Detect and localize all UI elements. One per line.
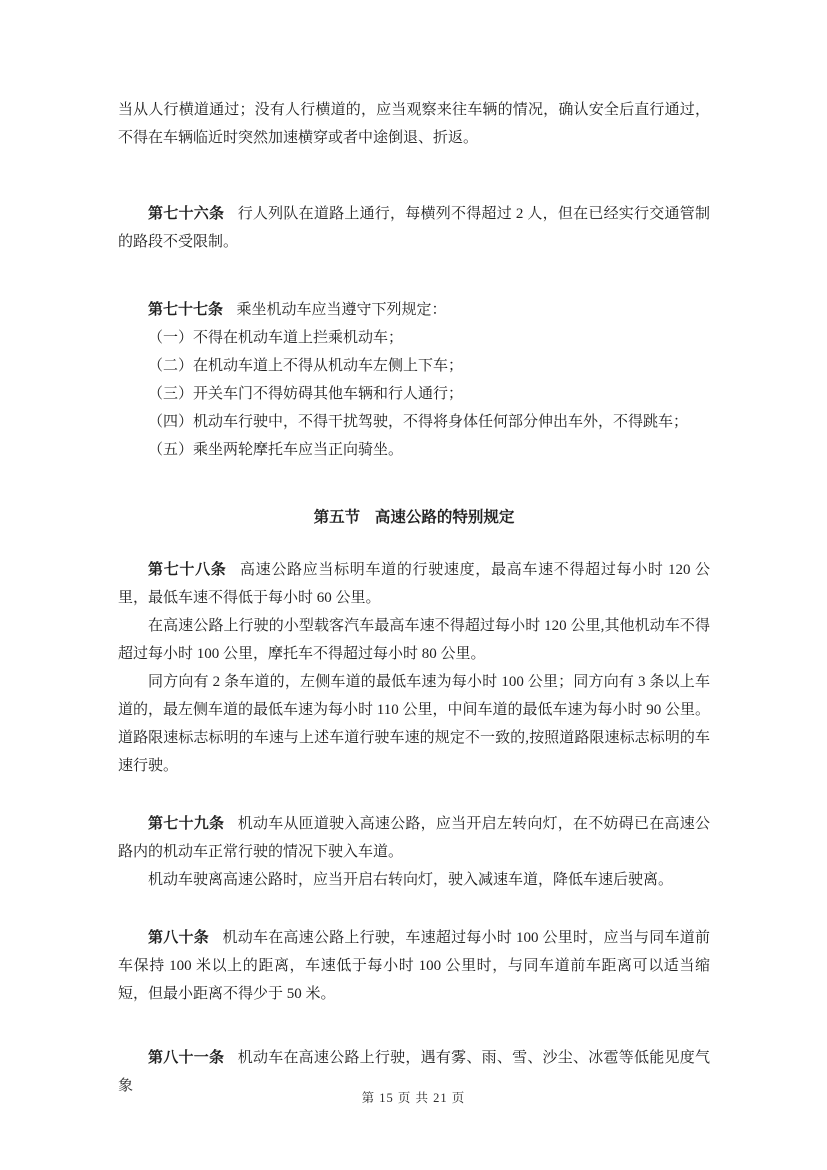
article-text: 行人列队在道路上通行，每横列不得超过 2 人，但在已经实行交通管制的路段不受限制。 (118, 206, 710, 250)
article-number: 第七十八条 (148, 562, 227, 578)
section-title: 高速公路的特别规定 (374, 509, 515, 526)
article-text: 机动车从匝道驶入高速公路，应当开启左转向灯，在不妨碍已在高速公路内的机动车正常行驶的情况下驶入车道。 (118, 816, 710, 860)
section-heading (118, 504, 710, 532)
article-number: 第七十九条 (148, 816, 225, 832)
list-item: （四）机动车行驶中，不得干扰驾驶，不得将身体任何部分伸出车外，不得跳车； (148, 414, 689, 430)
article-text: 机动车在高速公路上行驶，遇有雾、雨、雪、沙尘、冰雹等低能见度气象 (118, 1050, 710, 1094)
list-item: （五）乘坐两轮摩托车应当正向骑坐。 (148, 442, 404, 458)
article-text: 高速公路应当标明车道的行驶速度，最高车速不得超过每小时 120 公里，最低车速不得低于每小时 60 公里。 (118, 562, 710, 606)
article-paragraph-77 (118, 296, 710, 324)
numbered-list (118, 324, 710, 464)
article-text: 乘坐机动车应当遵守下列规定： (236, 302, 447, 318)
section-number: 第五节 (313, 509, 361, 526)
article-paragraph-76 (118, 200, 710, 256)
continuation-paragraph: 当从人行横道通过；没有人行横道的，应当观察来往车辆的情况，确认安全后直行通过，不得在车辆临近时突然加速横穿或者中途倒退、折返。 (118, 102, 710, 146)
article-number: 第七十六条 (148, 206, 225, 222)
body-paragraph: 同方向有 2 条车道的，左侧车道的最低车速为每小时 100 公里；同方向有 3 条以上车道的，最左侧车道的最低车速为每小时 110 公里，中间车道的最低车速为每小时 90 公里。道路限速标志标明的车速与上述车道行驶车速的规定不一致的,按照道路限速标志标明的车速行驶。 (118, 674, 710, 774)
article-text: 机动车在高速公路上行驶，车速超过每小时 100 公里时，应当与同车道前车保持 100 米以上的距离，车速低于每小时 100 公里时，与同车道前车距离可以适当缩短，但最小距离不得少于 50 米。 (118, 930, 710, 1002)
page-footer (0, 1090, 827, 1106)
page-number-text: 第 15 页 共 21 页 (361, 1091, 466, 1105)
list-item: （一）不得在机动车道上拦乘机动车； (148, 330, 404, 346)
body-paragraph: 在高速公路上行驶的小型载客汽车最高车速不得超过每小时 120 公里,其他机动车不得超过每小时 100 公里，摩托车不得超过每小时 80 公里。 (118, 618, 710, 662)
article-number: 第八十条 (148, 930, 209, 946)
article-number: 第七十七条 (148, 302, 224, 318)
article-paragraph-79 (118, 810, 710, 866)
body-paragraph: 机动车驶离高速公路时，应当开启右转向灯，驶入减速车道，降低车速后驶离。 (148, 872, 674, 888)
article-number: 第八十一条 (148, 1050, 225, 1066)
article-paragraph-80 (118, 924, 710, 1008)
list-item: （三）开关车门不得妨碍其他车辆和行人通行； (148, 386, 464, 402)
article-paragraph-78 (118, 556, 710, 612)
list-item: （二）在机动车道上不得从机动车左侧上下车； (148, 358, 464, 374)
